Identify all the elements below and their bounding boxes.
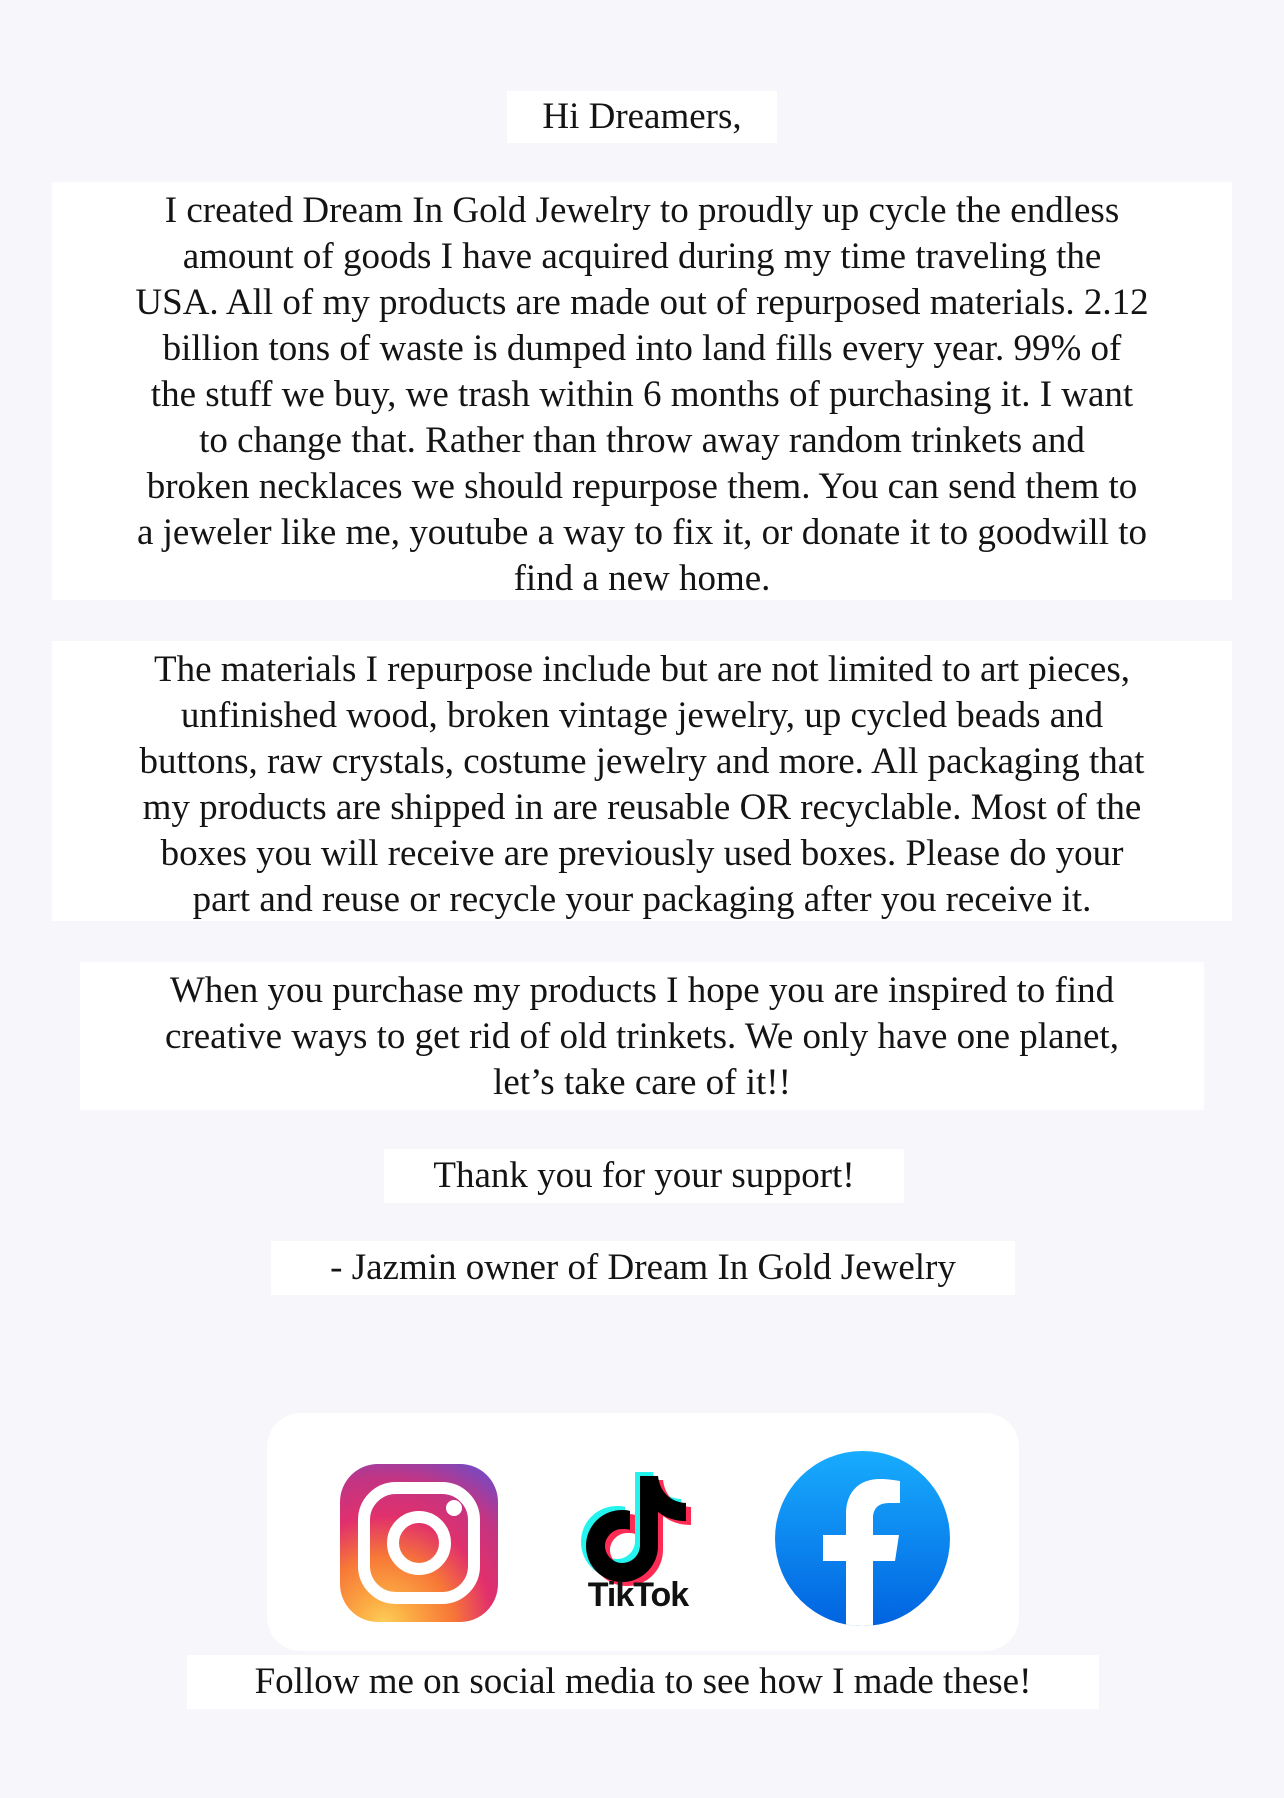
- facebook-icon[interactable]: [775, 1451, 950, 1626]
- signature: - Jazmin owner of Dream In Gold Jewelry: [271, 1241, 1015, 1295]
- text-line: the stuff we buy, we trash within 6 months of purchasing it. I want: [150, 374, 1134, 415]
- text-line: When you purchase my products I hope you are inspired to find: [169, 970, 1115, 1011]
- text-line: billion tons of waste is dumped into land fills every year. 99% of: [162, 328, 1122, 369]
- text-line: amount of goods I have acquired during my time traveling the: [182, 236, 1102, 277]
- text-line: find a new home.: [513, 558, 771, 599]
- text-line: creative ways to get rid of old trinkets. We only have one planet,: [165, 1016, 1119, 1057]
- text-line: let’s take care of it!!: [493, 1062, 791, 1103]
- tiktok-label: TikTok: [587, 1576, 689, 1614]
- text-line: my products are shipped in are reusable OR recyclable. Most of the: [142, 787, 1142, 828]
- instagram-icon[interactable]: [340, 1464, 498, 1622]
- paragraph-inspiration: [80, 962, 1204, 1110]
- text-line: I created Dream In Gold Jewelry to proudly up cycle the endless: [164, 190, 1120, 231]
- text-line: unfinished wood, broken vintage jewelry, up cycled beads and: [180, 695, 1104, 736]
- text-line: buttons, raw crystals, costume jewelry and more. All packaging that: [139, 741, 1145, 782]
- text-line: The materials I repurpose include but are not limited to art pieces,: [153, 649, 1131, 690]
- text-line: broken necklaces we should repurpose them. You can send them to: [146, 466, 1138, 507]
- paragraph-materials: [52, 641, 1232, 921]
- paragraph-about-brand: [52, 182, 1232, 600]
- text-line: to change that. Rather than throw away random trinkets and: [199, 420, 1085, 461]
- follow-social-text: Follow me on social media to see how I made these!: [187, 1655, 1099, 1709]
- text-line: a jeweler like me, youtube a way to fix it, or donate it to goodwill to: [136, 512, 1148, 553]
- text-line: part and reuse or recycle your packaging after you receive it.: [192, 879, 1092, 920]
- text-line: USA. All of my products are made out of repurposed materials. 2.12: [135, 282, 1149, 323]
- text-line: boxes you will receive are previously used boxes. Please do your: [160, 833, 1124, 874]
- greeting: Hi Dreamers,: [507, 91, 777, 143]
- thank-you-line: Thank you for your support!: [384, 1149, 904, 1203]
